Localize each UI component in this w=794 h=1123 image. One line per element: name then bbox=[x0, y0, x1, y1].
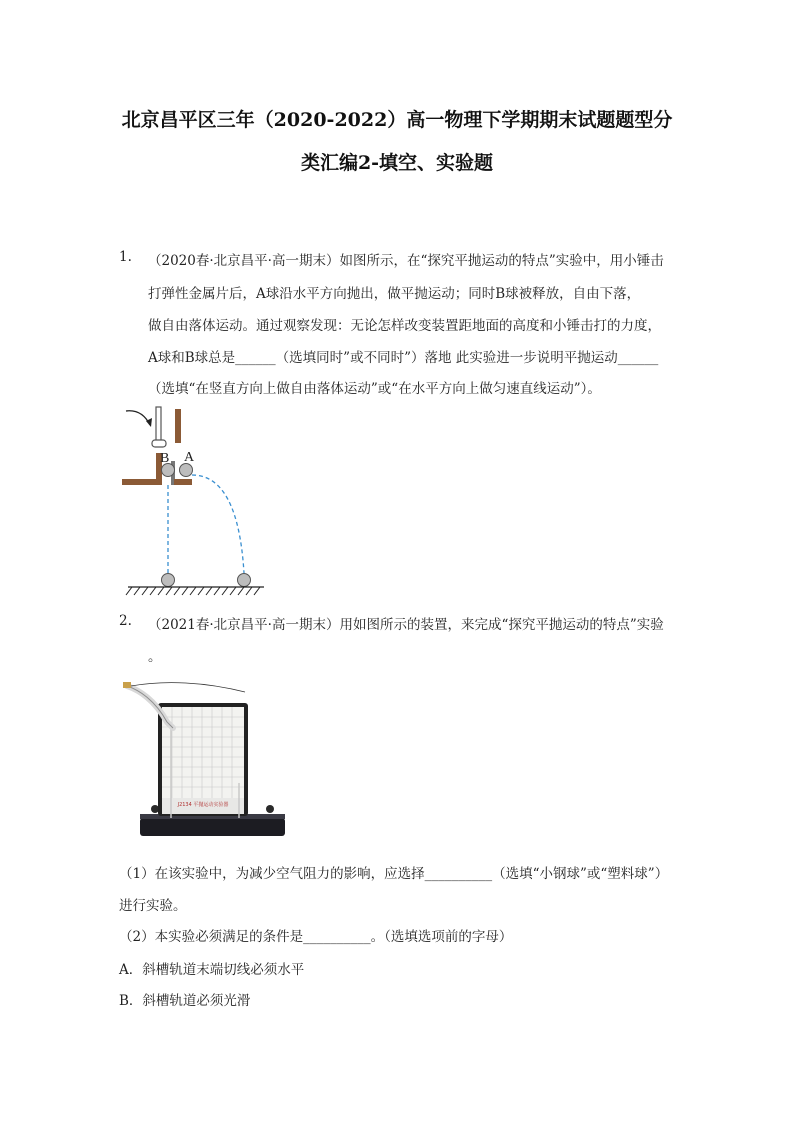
question-text-line: 打弹性金属片后，A球沿水平方向抛出，做平抛运动；同时B球被释放，自由下落， bbox=[148, 286, 641, 302]
question-text-line: （2020春·北京昌平·高一期末）如图所示，在“探究平抛运动的特点”实验中，用小锤击 bbox=[148, 253, 664, 269]
option-b: B．斜槽轨道必须光滑 bbox=[119, 993, 251, 1009]
apparatus-base bbox=[140, 818, 285, 836]
question-text-line: 。 bbox=[148, 649, 162, 665]
subquestion-line: 进行实验。 bbox=[119, 898, 187, 914]
title-line-2: 类汇编2-填空、实验题 bbox=[300, 152, 494, 174]
question-text-line: （选填“在竖直方向上做自由落体运动”或“在水平方向上做匀速直线运动”）。 bbox=[148, 381, 601, 397]
ground-hatch bbox=[126, 587, 260, 595]
hammer-handle bbox=[156, 407, 161, 441]
question-text-line: （2021春·北京昌平·高一期末）用如图所示的装置，来完成“探究平抛运动的特点”实验 bbox=[148, 617, 664, 633]
leveling-knob bbox=[266, 805, 274, 813]
hammer-arrow bbox=[126, 411, 150, 425]
apparatus-post bbox=[175, 409, 181, 443]
projectile-board-photo bbox=[115, 678, 295, 843]
ball-b-landed bbox=[162, 574, 175, 587]
question-text-line: A球和B球总是______（选填同时”或不同时”）落地 此实验进一步说明平抛运动______ bbox=[148, 350, 659, 366]
option-a: A．斜槽轨道末端切线必须水平 bbox=[119, 962, 305, 978]
right-base bbox=[174, 479, 192, 485]
left-base bbox=[122, 479, 162, 485]
subquestion-line: （1）在该实验中，为减少空气阻力的影响，应选择__________（选填“小钢球”或“塑料球”） bbox=[119, 866, 669, 882]
question-text-line: 做自由落体运动。通过观察发现：无论怎样改变装置距地面的高度和小锤击打的力度， bbox=[148, 318, 661, 334]
hammer-head bbox=[152, 440, 166, 447]
release-clip bbox=[123, 682, 131, 688]
projectile-apparatus-figure bbox=[118, 403, 268, 603]
ball-a-landed bbox=[238, 574, 251, 587]
trigger-wire bbox=[131, 683, 245, 692]
subquestion-line: （2）本实验必须满足的条件是__________。（选填选项前的字母） bbox=[119, 929, 513, 945]
projectile-path bbox=[192, 475, 244, 573]
question-number: 1. bbox=[119, 249, 132, 265]
label-a: A bbox=[184, 450, 195, 465]
leveling-knob bbox=[151, 805, 159, 813]
board-label: J2134 平抛运动实验器 bbox=[177, 802, 229, 808]
title-line-1: 北京昌平区三年（2020-2022）高一物理下学期期末试题题型分 bbox=[121, 109, 673, 131]
label-b: B bbox=[160, 451, 170, 466]
question-number: 2. bbox=[119, 613, 132, 629]
ball-a bbox=[180, 464, 193, 477]
